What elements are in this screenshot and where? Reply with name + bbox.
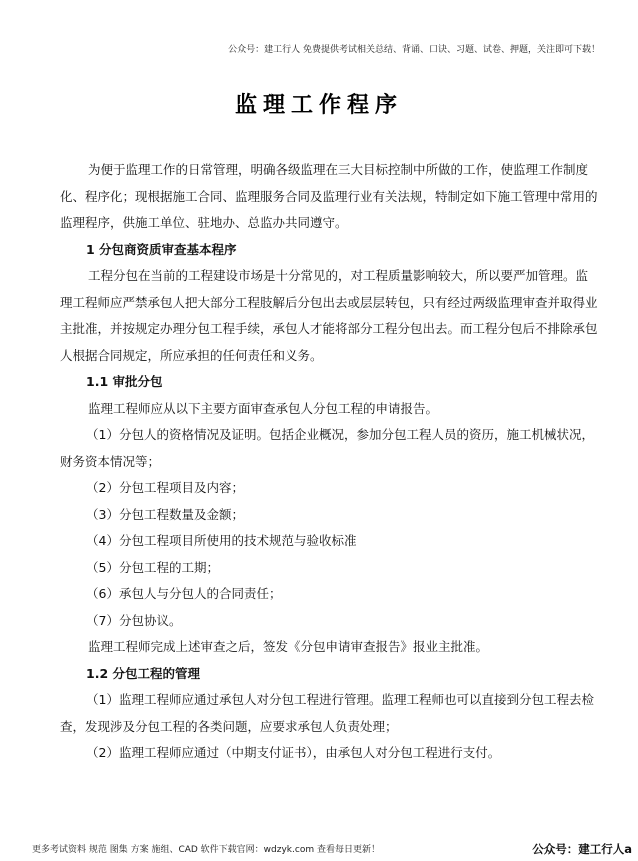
footer-promo-text: 更多考试资料 规范 图集 方案 施组、CAD 软件下载官网：wdzyk.com 查看每日更新！ (32, 845, 380, 855)
document-body (60, 157, 600, 767)
list-item: （2）监理工程师应通过（中期支付证书），由承包人对分包工程进行支付。 (86, 745, 501, 760)
list-item: （1）监理工程师应通过承包人对分包工程进行管理。监理工程师也可以直接到分包工程去检查，发现涉及分包工程的各类问题，应要求承包人负责处理； (60, 692, 594, 734)
section-1-1-heading: 1.1 审批分包 (86, 374, 163, 389)
list-item: （1）分包人的资格情况及证明。包括企业概况，参加分包工程人员的资历，施工机械状况，财务资本情况等； (60, 427, 594, 469)
section-1-1-closing: 监理工程师完成上述审查之后，签发《分包申请审查报告》报业主批准。 (88, 639, 489, 654)
section-1-1-lead: 监理工程师应从以下主要方面审查承包人分包工程的申请报告。 (88, 400, 439, 416)
list-item: （4）分包工程项目所使用的技术规范与验收标准 (86, 533, 357, 548)
footer-account-label: 公众号：建工行人a (532, 842, 632, 856)
list-item: （3）分包工程数量及金额； (86, 506, 244, 522)
list-item: （6）承包人与分包人的合同责任； (86, 586, 282, 601)
section-1-paragraph: 工程分包在当前的工程建设市场是十分常见的，对工程质量影响较大，所以要严加管理。监理工程师应严禁承包人把大部分工程肢解后分包出去或层层转包，只有经过两级监理审查并取得业主批准，并按规定办理分包工程手续，承包人才能将部分工程分包出去。而工程分包后不排除承包人根据合同规定，所应承担的任何责任和义务。 (60, 268, 598, 363)
section-1-heading: 1 分包商资质审查基本程序 (86, 241, 237, 257)
list-item: （2）分包工程项目及内容； (86, 480, 244, 495)
page-title: 监理工作程序 (234, 93, 403, 118)
intro-paragraph: 为便于监理工作的日常管理，明确各级监理在三大目标控制中所做的工作，使监理工作制度化、程序化；现根据施工合同、监理服务合同及监理行业有关法规，特制定如下施工管理中常用的监理程序，供施工单位、驻地办、总监办共同遵守。 (60, 162, 598, 230)
list-item: （7）分包协议。 (86, 612, 182, 628)
header-note: 公众号：建工行人 免费提供考试相关总结、背诵、口诀、习题、试卷、押题，关注即可下载！ (228, 45, 600, 55)
section-1-2-heading: 1.2 分包工程的管理 (86, 665, 200, 681)
list-item: （5）分包工程的工期； (86, 559, 219, 575)
